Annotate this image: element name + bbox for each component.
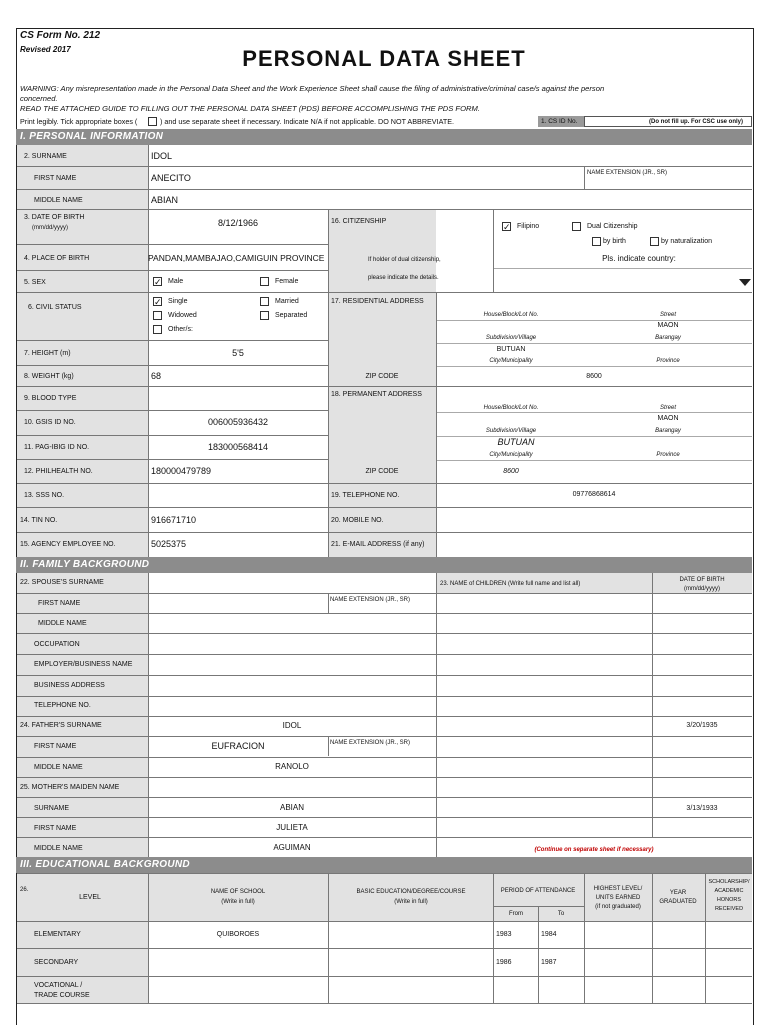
- surname-label: 2. SURNAME: [24, 153, 67, 160]
- first-name-label: FIRST NAME: [34, 175, 77, 182]
- other-option: Other/s:: [168, 326, 193, 333]
- perm-barangay-value[interactable]: MAON: [657, 415, 679, 422]
- family-label-bg: [17, 573, 148, 857]
- father-middle-name-label: MIDDLE NAME: [34, 764, 83, 771]
- highest-level-header: HIGHEST LEVEL/: [593, 886, 643, 892]
- dob-format: (mm/dd/yyyy): [32, 225, 68, 231]
- secondary-level: SECONDARY: [34, 959, 79, 966]
- pob-label: 4. PLACE OF BIRTH: [24, 255, 90, 262]
- res-city-value[interactable]: BUTUAN: [496, 346, 526, 353]
- residential-address-label: 17. RESIDENTIAL ADDRESS: [331, 298, 424, 305]
- by-birth-option: by birth: [603, 238, 626, 245]
- female-option: Female: [275, 278, 299, 285]
- level-header: LEVEL: [79, 894, 101, 901]
- by-naturalization-option: by naturalization: [661, 238, 712, 245]
- perm-zip-label: ZIP CODE: [365, 468, 399, 475]
- pagibig-label: 11. PAG-IBIG ID NO.: [24, 444, 90, 451]
- perm-city-value[interactable]: BUTUAN: [497, 437, 535, 447]
- name-extension-label: NAME EXTENSION (JR., SR): [587, 170, 668, 176]
- course-header-note: (Write in full): [394, 899, 428, 905]
- surname-value[interactable]: IDOL: [151, 151, 173, 161]
- print-instruction-b: ) and use separate sheet if necessary. Indicate N/A if not applicable. DO NOT ABBREVIATE.: [160, 117, 455, 126]
- filipino-option: Filipino: [517, 223, 540, 230]
- civil-status-label: 6. CIVIL STATUS: [28, 304, 82, 311]
- dual-citizenship-checkbox[interactable]: [572, 222, 581, 231]
- res-street-label: Street: [659, 312, 677, 318]
- cs-id-label: 1. CS ID No.: [541, 118, 578, 125]
- sex-label: 5. SEX: [24, 279, 46, 286]
- res-province-label: Province: [656, 358, 680, 364]
- mother-middle-name-value[interactable]: AGUIMAN: [273, 843, 311, 852]
- trade-course-level: TRADE COURSE: [34, 992, 90, 999]
- single-checkbox[interactable]: ✓: [154, 297, 162, 307]
- separated-option: Separated: [275, 312, 308, 319]
- male-option: Male: [168, 278, 184, 285]
- section-family-background: II. FAMILY BACKGROUND: [16, 557, 752, 573]
- print-instruction-a: Print legibly. Tick appropriate boxes (: [20, 117, 138, 126]
- perm-barangay-label: Barangay: [655, 428, 681, 434]
- email-label: 21. E-MAIL ADDRESS (if any): [331, 541, 425, 548]
- father-name-ext-label: NAME EXTENSION (JR., SR): [330, 740, 411, 746]
- agency-value[interactable]: 5025375: [151, 539, 187, 549]
- separated-checkbox[interactable]: [260, 311, 269, 320]
- telephone-label: 19. TELEPHONE NO.: [331, 492, 400, 499]
- permanent-address-label: 18. PERMANENT ADDRESS: [331, 391, 422, 398]
- vocational-level: VOCATIONAL /: [34, 982, 83, 989]
- business-address-label: BUSINESS ADDRESS: [34, 682, 105, 689]
- height-label: 7. HEIGHT (m): [24, 350, 71, 357]
- mother-maiden-label: 25. MOTHER'S MAIDEN NAME: [20, 784, 120, 791]
- employer-label: EMPLOYER/BUSINESS NAME: [34, 661, 133, 668]
- guide-instruction: READ THE ATTACHED GUIDE TO FILLING OUT THE PERSONAL DATA SHEET (PDS) BEFORE ACCOMPLISHING THE PDS FORM.: [20, 104, 480, 113]
- spouse-surname-label: 22. SPOUSE'S SURNAME: [20, 579, 104, 586]
- citizenship-label: 16. CITIZENSHIP: [331, 218, 387, 225]
- country-prompt: Pls. indicate country:: [602, 254, 676, 263]
- father-surname-label: 24. FATHER'S SURNAME: [20, 722, 102, 729]
- honors-header-b: ACADEMIC: [714, 888, 744, 894]
- warning-text: WARNING: Any misrepresentation made in the Personal Data Sheet and the Work Experience Sheet shall cause the filing of administrative/criminal case/s against the person: [20, 84, 605, 93]
- not-graduated-note: (if not graduated): [595, 904, 641, 910]
- secondary-to[interactable]: 1987: [541, 959, 557, 966]
- res-zip-value[interactable]: 8600: [586, 373, 602, 380]
- to-header: To: [557, 911, 565, 917]
- elementary-level: ELEMENTARY: [34, 931, 81, 938]
- res-subdivision-label: Subdivision/Village: [485, 335, 537, 341]
- elementary-school[interactable]: QUIBOROES: [216, 931, 260, 938]
- mother-middle-name-label: MIDDLE NAME: [34, 845, 83, 852]
- weight-label: 8. WEIGHT (kg): [24, 373, 74, 380]
- perm-city-label: City/Municipality: [489, 452, 533, 458]
- middle-name-label: MIDDLE NAME: [34, 197, 83, 204]
- father-surname-value[interactable]: IDOL: [282, 721, 302, 730]
- father-middle-name-value[interactable]: RANOLO: [275, 762, 309, 771]
- other-checkbox[interactable]: [153, 325, 162, 334]
- tin-value[interactable]: 916671710: [151, 515, 197, 525]
- spouse-first-name-label: FIRST NAME: [38, 600, 81, 607]
- elementary-from[interactable]: 1983: [496, 931, 512, 938]
- units-earned-header: UNITS EARNED: [595, 895, 641, 901]
- by-naturalization-checkbox[interactable]: [650, 237, 659, 246]
- honors-header-c: HONORS: [716, 897, 742, 903]
- school-header-note: (Write in full): [221, 899, 255, 905]
- dual-note-a: If holder of dual citizenship,: [368, 257, 441, 263]
- first-name-value[interactable]: ANECITO: [151, 173, 191, 183]
- dob-value[interactable]: 8/12/1966: [217, 218, 259, 228]
- mobile-label: 20. MOBILE NO.: [331, 517, 384, 524]
- widowed-option: Widowed: [168, 312, 197, 319]
- spouse-middle-name-label: MIDDLE NAME: [38, 620, 87, 627]
- perm-subdivision-label: Subdivision/Village: [485, 428, 537, 434]
- sss-label: 13. SSS NO.: [24, 492, 65, 499]
- year-header: YEAR: [669, 890, 687, 896]
- philhealth-label: 12. PHILHEALTH NO.: [24, 468, 93, 475]
- agency-label: 15. AGENCY EMPLOYEE NO.: [20, 541, 116, 548]
- section-personal-info: I. PERSONAL INFORMATION: [16, 129, 752, 145]
- cs-id-note: (Do not fill up. For CSC use only): [649, 119, 743, 125]
- father-first-name-label: FIRST NAME: [34, 743, 77, 750]
- form-number: CS Form No. 212: [20, 30, 101, 41]
- elementary-to[interactable]: 1984: [541, 931, 557, 938]
- children-label: 23. NAME of CHILDREN (Write full name and list all): [440, 581, 581, 587]
- perm-house-label: House/Block/Lot No.: [483, 405, 539, 411]
- period-header: PERIOD OF ATTENDANCE: [500, 888, 576, 894]
- male-checkbox[interactable]: ✓: [154, 277, 162, 287]
- mother-dob-value[interactable]: 3/13/1933: [686, 805, 718, 812]
- married-option: Married: [275, 298, 299, 305]
- gsis-value[interactable]: 006005936432: [207, 417, 269, 427]
- res-house-label: House/Block/Lot No.: [483, 312, 539, 318]
- pagibig-value[interactable]: 183000568414: [207, 442, 269, 452]
- perm-zip-value[interactable]: 8600: [503, 468, 519, 475]
- revised-date: Revised 2017: [20, 45, 71, 54]
- children-dob-label: DATE OF BIRTH: [679, 577, 725, 583]
- perm-province-label: Province: [656, 452, 680, 458]
- single-option: Single: [168, 298, 188, 305]
- children-dob-format: (mm/dd/yyyy): [684, 586, 720, 592]
- page-title: PERSONAL DATA SHEET: [242, 46, 526, 71]
- philhealth-value[interactable]: 180000479789: [151, 466, 212, 476]
- education-header-bg: [17, 873, 752, 921]
- father-first-name-value[interactable]: EUFRACION: [211, 741, 265, 751]
- telephone-value[interactable]: 09776868614: [572, 491, 616, 498]
- honors-header-d: RECEIVED: [714, 906, 744, 912]
- blood-type-label: 9. BLOOD TYPE: [24, 395, 77, 402]
- dual-citizenship-option: Dual Citizenship: [587, 223, 638, 230]
- res-city-label: City/Municipality: [489, 358, 533, 364]
- dob-label: 3. DATE OF BIRTH: [24, 214, 85, 221]
- by-birth-checkbox[interactable]: [592, 237, 601, 246]
- section-educational-background: III. EDUCATIONAL BACKGROUND: [16, 857, 752, 873]
- mother-first-name-value[interactable]: JULIETA: [276, 823, 308, 832]
- height-value[interactable]: 5'5: [232, 348, 244, 358]
- school-header: NAME OF SCHOOL: [210, 889, 266, 895]
- tin-label: 14. TIN NO.: [20, 517, 58, 524]
- education-item-number: 26.: [20, 887, 29, 893]
- spouse-telephone-label: TELEPHONE NO.: [34, 702, 91, 709]
- perm-street-label: Street: [659, 405, 677, 411]
- pob-value[interactable]: PANDAN,MAMBAJAO,CAMIGUIN PROVINCE: [148, 253, 325, 263]
- dual-note-b: please indicate the details.: [368, 275, 439, 281]
- warning-text-cont: concerned.: [20, 94, 58, 103]
- spouse-name-ext-label: NAME EXTENSION (JR., SR): [330, 597, 411, 603]
- graduated-header: GRADUATED: [659, 899, 697, 905]
- mother-surname-value[interactable]: ABIAN: [279, 803, 305, 812]
- res-barangay-value[interactable]: MAON: [657, 322, 679, 329]
- res-zip-label: ZIP CODE: [365, 373, 399, 380]
- secondary-from[interactable]: 1986: [496, 959, 512, 966]
- continue-note: (Continue on separate sheet if necessary): [534, 847, 654, 853]
- filipino-checkbox[interactable]: ✓: [503, 222, 511, 232]
- res-barangay-label: Barangay: [655, 335, 681, 341]
- mother-surname-label: SURNAME: [34, 805, 70, 812]
- female-checkbox[interactable]: [260, 277, 269, 286]
- country-dropdown-icon[interactable]: [739, 279, 751, 286]
- married-checkbox[interactable]: [260, 297, 269, 306]
- occupation-label: OCCUPATION: [34, 641, 80, 648]
- widowed-checkbox[interactable]: [153, 311, 162, 320]
- mother-first-name-label: FIRST NAME: [34, 825, 77, 832]
- gsis-label: 10. GSIS ID NO.: [24, 419, 76, 426]
- middle-name-value[interactable]: ABIAN: [151, 195, 179, 205]
- honors-header-a: SCHOLARSHIP/: [708, 879, 750, 885]
- weight-value[interactable]: 68: [151, 371, 162, 381]
- from-header: From: [509, 911, 523, 917]
- father-dob-value[interactable]: 3/20/1935: [686, 722, 718, 729]
- course-header: BASIC EDUCATION/DEGREE/COURSE: [356, 889, 466, 895]
